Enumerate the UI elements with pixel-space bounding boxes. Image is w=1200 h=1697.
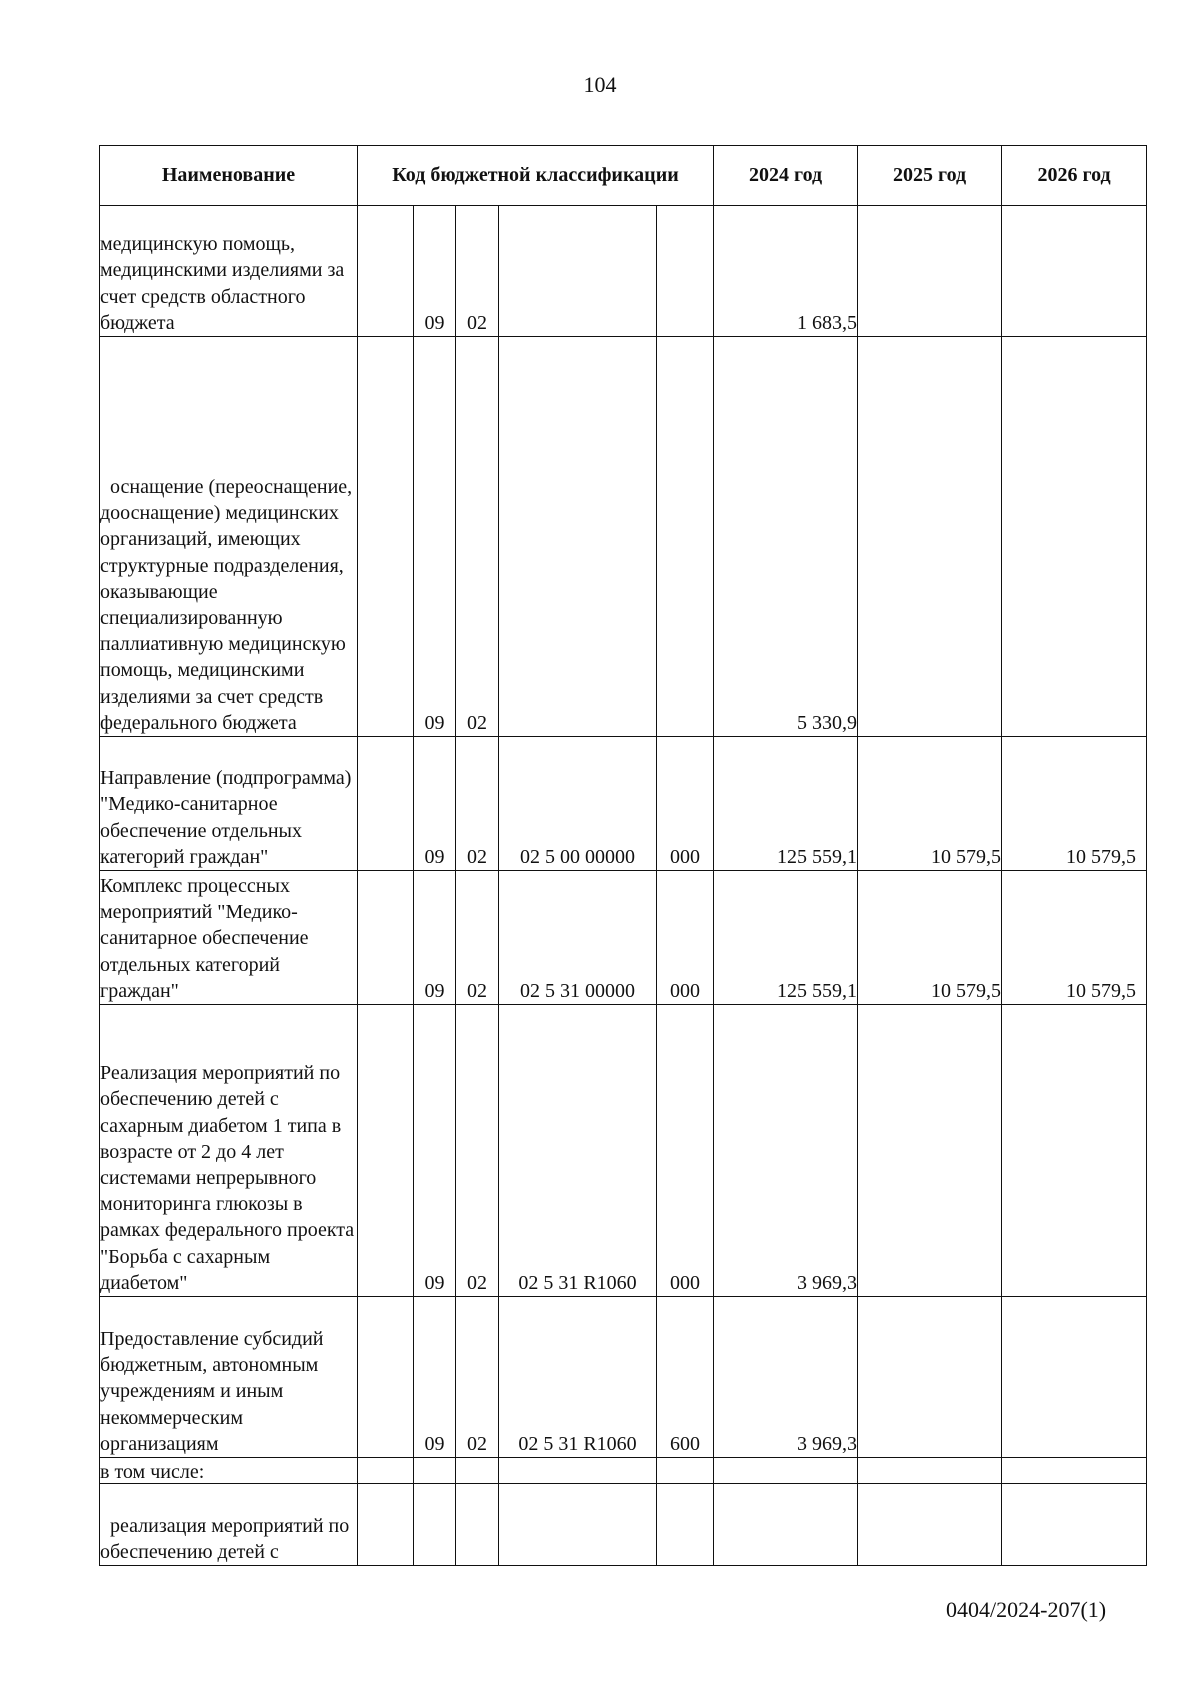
- table-row: [100, 737, 1147, 871]
- code-target: 02 5 31 00000: [499, 871, 657, 1005]
- budget-table: [99, 145, 1147, 1566]
- value-2025: [858, 1005, 1002, 1297]
- row-name: в том числе:: [100, 1458, 358, 1484]
- value-2024: [714, 1458, 858, 1484]
- value-2025: [858, 1484, 1002, 1566]
- code-subsection: [456, 1458, 499, 1484]
- code-0: [358, 871, 414, 1005]
- row-name: Комплекс процессных мероприятий "Медико-санитарное обеспечение отдельных категорий граждан": [100, 871, 358, 1005]
- row-name: Предоставление субсидий бюджетным, автономным учреждениям и иным некоммерческим организациям: [100, 1297, 358, 1458]
- code-expense-type: 000: [657, 1005, 714, 1297]
- value-2025: 10 579,5: [858, 871, 1002, 1005]
- document-registration-code: 0404/2024-207(1): [946, 1597, 1107, 1622]
- code-0: [358, 206, 414, 337]
- value-2024: 3 969,3: [714, 1297, 858, 1458]
- value-2024: 5 330,9: [714, 337, 858, 737]
- header-2025: 2025 год: [858, 146, 1002, 206]
- value-2026: [1002, 337, 1147, 737]
- header-code: Код бюджетной классификации: [358, 146, 714, 206]
- value-2025: [858, 337, 1002, 737]
- code-target: [499, 206, 657, 337]
- code-expense-type: [657, 1458, 714, 1484]
- code-section: 09: [414, 1297, 456, 1458]
- code-section: 09: [414, 737, 456, 871]
- code-section: 09: [414, 206, 456, 337]
- page-number: 104: [583, 72, 617, 97]
- value-2024: 1 683,5: [714, 206, 858, 337]
- value-2026: 10 579,5: [1002, 737, 1147, 871]
- code-target: [499, 1484, 657, 1566]
- value-2026: [1002, 1005, 1147, 1297]
- code-0: [358, 1458, 414, 1484]
- value-2026: [1002, 1297, 1147, 1458]
- value-2026: [1002, 1484, 1147, 1566]
- row-name: Направление (подпрограмма) "Медико-санитарное обеспечение отдельных категорий граждан": [100, 737, 358, 871]
- row-name: оснащение (переоснащение, дооснащение) медицинских организаций, имеющих структурные подразделения, оказывающие специализированную паллиативную медицинскую помощь, медицинскими изделиями за счет средств федерального бюджета: [100, 337, 358, 737]
- value-2024: 125 559,1: [714, 871, 858, 1005]
- table-row: [100, 206, 1147, 337]
- code-expense-type: 000: [657, 737, 714, 871]
- code-expense-type: 000: [657, 871, 714, 1005]
- header-2024: 2024 год: [714, 146, 858, 206]
- code-subsection: [456, 1484, 499, 1566]
- code-section: [414, 1484, 456, 1566]
- table-row: [100, 337, 1147, 737]
- value-2024: [714, 1484, 858, 1566]
- value-2026: 10 579,5: [1002, 871, 1147, 1005]
- table-row: [100, 1458, 1147, 1484]
- code-subsection: 02: [456, 1005, 499, 1297]
- table-row: [100, 1005, 1147, 1297]
- code-subsection: 02: [456, 1297, 499, 1458]
- value-2024: 3 969,3: [714, 1005, 858, 1297]
- row-name: реализация мероприятий по обеспечению детей с: [100, 1484, 358, 1566]
- code-section: [414, 1458, 456, 1484]
- code-0: [358, 1484, 414, 1566]
- code-section: 09: [414, 871, 456, 1005]
- code-section: 09: [414, 1005, 456, 1297]
- value-2024: 125 559,1: [714, 737, 858, 871]
- table-row: [100, 1484, 1147, 1566]
- row-name: Реализация мероприятий по обеспечению детей с сахарным диабетом 1 типа в возрасте от 2 до 4 лет системами непрерывного мониторинга глюкозы в рамках федерального проекта "Борьба с сахарным диабетом": [100, 1005, 358, 1297]
- code-target: 02 5 31 R1060: [499, 1005, 657, 1297]
- value-2025: [858, 1458, 1002, 1484]
- header-2026: 2026 год: [1002, 146, 1147, 206]
- header-name: Наименование: [100, 146, 358, 206]
- code-section: 09: [414, 337, 456, 737]
- table-row: [100, 1297, 1147, 1458]
- row-name: медицинскую помощь, медицинскими изделиями за счет средств областного бюджета: [100, 206, 358, 337]
- code-expense-type: 600: [657, 1297, 714, 1458]
- code-expense-type: [657, 206, 714, 337]
- code-target: 02 5 31 R1060: [499, 1297, 657, 1458]
- code-subsection: 02: [456, 871, 499, 1005]
- code-0: [358, 337, 414, 737]
- code-target: [499, 337, 657, 737]
- code-expense-type: [657, 337, 714, 737]
- value-2025: 10 579,5: [858, 737, 1002, 871]
- code-0: [358, 1005, 414, 1297]
- code-subsection: 02: [456, 206, 499, 337]
- code-target: 02 5 00 00000: [499, 737, 657, 871]
- code-0: [358, 1297, 414, 1458]
- code-subsection: 02: [456, 737, 499, 871]
- code-0: [358, 737, 414, 871]
- value-2025: [858, 206, 1002, 337]
- value-2026: [1002, 1458, 1147, 1484]
- value-2025: [858, 1297, 1002, 1458]
- code-expense-type: [657, 1484, 714, 1566]
- value-2026: [1002, 206, 1147, 337]
- code-target: [499, 1458, 657, 1484]
- table-header-row: [100, 146, 1147, 206]
- table-row: [100, 871, 1147, 1005]
- code-subsection: 02: [456, 337, 499, 737]
